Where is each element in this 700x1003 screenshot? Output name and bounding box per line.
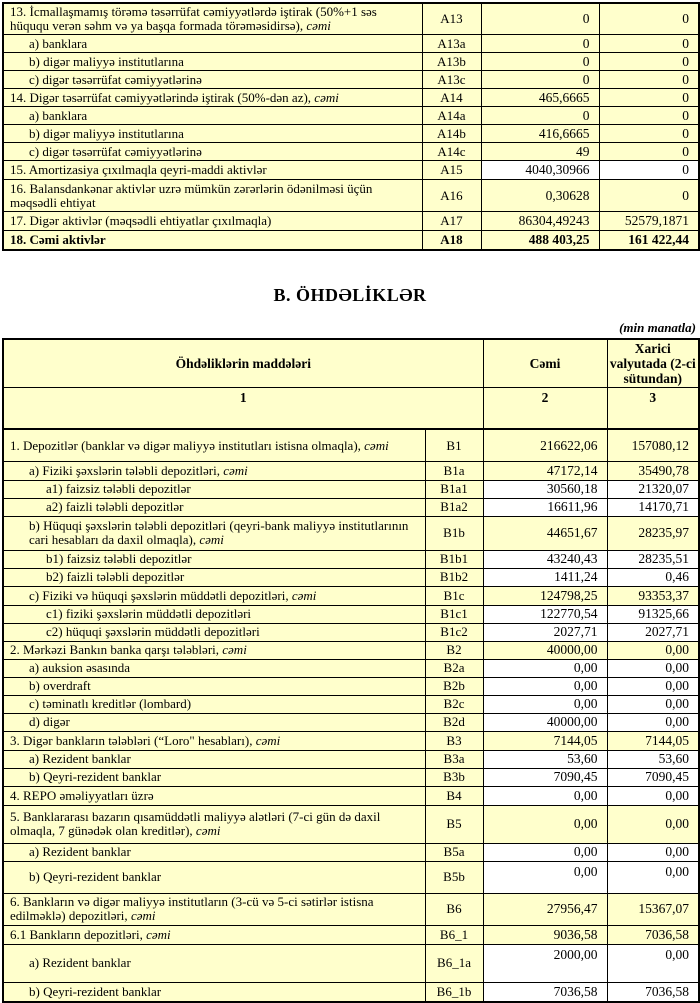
row-label bbox=[3, 925, 425, 944]
row-label-text: a) Rezident banklar bbox=[29, 844, 131, 860]
table-row bbox=[3, 180, 699, 212]
table-row bbox=[3, 143, 699, 161]
table-row bbox=[3, 677, 699, 695]
table-row bbox=[3, 605, 699, 623]
row-value-total: 465,6665 bbox=[481, 89, 599, 107]
row-label-text: 13. İcmallaşmamış törəmə təsərrüfat cəmiyyətlərdə iştirak (50%+1 səs hüququ verən səhm və ya başqa formada törəməsidirsə), bbox=[10, 4, 377, 34]
row-value-foreign: 7090,45 bbox=[607, 768, 699, 786]
column-number-3: 3 bbox=[607, 387, 699, 429]
row-label-text: 6. Bankların və digər maliyyə institutların (3-cü və 5-ci sətirlər istisna edilməklə) depozitləri, bbox=[10, 894, 374, 924]
row-label-text: c) təminatlı kreditlər (lombard) bbox=[29, 696, 192, 712]
row-label-text: 5. Banklararası bazarın qısamüddətli maliyyə alətləri (7-ci gün də daxil olmaqla, 7 günədək olan kreditlər), bbox=[10, 809, 381, 839]
row-code: B3b bbox=[425, 768, 483, 786]
row-value-foreign: 0,00 bbox=[607, 944, 699, 982]
row-label-text: 16. Balansdankənar aktivlər uzrə mümkün zərərlərin ödənilməsi üçün məqsədli ehtiyat bbox=[10, 180, 373, 210]
row-label bbox=[3, 893, 425, 925]
row-label bbox=[3, 180, 422, 212]
row-code: B1c2 bbox=[425, 623, 483, 641]
row-label-suffix: cəmi bbox=[195, 823, 221, 839]
row-value-total: 0,00 bbox=[483, 861, 607, 893]
row-value-foreign: 15367,07 bbox=[607, 893, 699, 925]
row-label bbox=[3, 623, 425, 641]
row-value-foreign: 91325,66 bbox=[607, 605, 699, 623]
row-code: A14c bbox=[422, 143, 481, 161]
row-value-total: 4040,30966 bbox=[481, 161, 599, 180]
row-label bbox=[3, 713, 425, 731]
row-value-foreign: 0 bbox=[599, 89, 699, 107]
row-code: B6_1 bbox=[425, 925, 483, 944]
table-row bbox=[3, 231, 699, 250]
row-code: A13c bbox=[422, 71, 481, 89]
row-value-total: 0,00 bbox=[483, 677, 607, 695]
row-value-total: 0 bbox=[481, 3, 599, 35]
row-code: B1c1 bbox=[425, 605, 483, 623]
row-label-text: d) digər bbox=[29, 714, 70, 730]
table-row bbox=[3, 550, 699, 568]
row-value-total: 7144,05 bbox=[483, 731, 607, 750]
row-value-total: 0 bbox=[481, 35, 599, 53]
table-row bbox=[3, 786, 699, 805]
table-row bbox=[3, 461, 699, 480]
row-label bbox=[3, 750, 425, 768]
row-label bbox=[3, 429, 425, 461]
row-label bbox=[3, 605, 425, 623]
row-label bbox=[3, 568, 425, 586]
row-value-total: 7090,45 bbox=[483, 768, 607, 786]
row-value-foreign: 0 bbox=[599, 53, 699, 71]
table-row bbox=[3, 89, 699, 107]
row-label-text: 17. Digər aktivlər (məqsədli ehtiyatlar çıxılmaqla) bbox=[10, 213, 272, 229]
section-b-title: B. ÖHDƏLİKLƏR bbox=[273, 284, 427, 305]
row-code: A14a bbox=[422, 107, 481, 125]
table-row bbox=[3, 107, 699, 125]
row-value-total: 27956,47 bbox=[483, 893, 607, 925]
row-value-foreign: 52579,1871 bbox=[599, 212, 699, 231]
row-value-foreign: 53,60 bbox=[607, 750, 699, 768]
row-value-foreign: 0 bbox=[599, 35, 699, 53]
row-value-total: 30560,18 bbox=[483, 480, 607, 498]
row-value-foreign: 0,00 bbox=[607, 677, 699, 695]
row-label-text: c) digər təsərrüfat cəmiyyətlərinə bbox=[29, 71, 202, 87]
row-value-foreign: 14170,71 bbox=[607, 498, 699, 516]
row-code: B1 bbox=[425, 429, 483, 461]
row-value-total: 40000,00 bbox=[483, 713, 607, 731]
row-label-suffix: cəmi bbox=[199, 532, 224, 548]
row-value-foreign: 0,00 bbox=[607, 843, 699, 861]
row-value-foreign: 0,00 bbox=[607, 641, 699, 659]
row-code: A13a bbox=[422, 35, 481, 53]
table-row bbox=[3, 3, 699, 35]
row-value-total: 49 bbox=[481, 143, 599, 161]
row-label-suffix: cəmi bbox=[364, 437, 389, 453]
row-label bbox=[3, 35, 422, 53]
row-value-total: 2000,00 bbox=[483, 944, 607, 982]
row-label bbox=[3, 125, 422, 143]
row-label-text: b) digər maliyyə institutlarına bbox=[29, 53, 184, 69]
row-value-total: 2027,71 bbox=[483, 623, 607, 641]
column-number-2: 2 bbox=[483, 387, 607, 429]
row-label-text: 4. REPO əməliyyatları üzrə bbox=[10, 787, 154, 803]
row-value-foreign: 157080,12 bbox=[607, 429, 699, 461]
table-row bbox=[3, 982, 699, 1002]
row-label-text: b1) faizsiz tələbli depozitlər bbox=[46, 551, 192, 567]
row-value-foreign: 0 bbox=[599, 161, 699, 180]
row-value-total: 1411,24 bbox=[483, 568, 607, 586]
row-code: B1a1 bbox=[425, 480, 483, 498]
header-total-column: Cəmi bbox=[483, 339, 607, 388]
row-code: A13b bbox=[422, 53, 481, 71]
row-label-text: 15. Amortizasiya çıxılmaqla qeyri-maddi aktivlər bbox=[10, 162, 267, 178]
table-row bbox=[3, 861, 699, 893]
table-row bbox=[3, 212, 699, 231]
row-label bbox=[3, 944, 425, 982]
row-value-total: 16611,96 bbox=[483, 498, 607, 516]
row-value-foreign: 2027,71 bbox=[607, 623, 699, 641]
row-label bbox=[3, 3, 422, 35]
table-row bbox=[3, 731, 699, 750]
table-row bbox=[3, 125, 699, 143]
row-label bbox=[3, 498, 425, 516]
row-label-text: b) Qeyri-rezident banklar bbox=[29, 869, 162, 885]
row-label-suffix: cəmi bbox=[130, 908, 156, 924]
row-label bbox=[3, 677, 425, 695]
row-label bbox=[3, 231, 422, 250]
row-value-total: 122770,54 bbox=[483, 605, 607, 623]
table-row bbox=[3, 713, 699, 731]
row-label-suffix: cəmi bbox=[223, 462, 248, 478]
row-label bbox=[3, 550, 425, 568]
row-value-total: 216622,06 bbox=[483, 429, 607, 461]
table-row bbox=[3, 768, 699, 786]
table-row bbox=[3, 750, 699, 768]
row-label-text: b2) faizli tələbli depozitlər bbox=[46, 569, 185, 585]
row-code: B3 bbox=[425, 731, 483, 750]
row-value-foreign: 0,00 bbox=[607, 805, 699, 843]
row-value-total: 86304,49243 bbox=[481, 212, 599, 231]
row-value-foreign: 7144,05 bbox=[607, 731, 699, 750]
row-code: B4 bbox=[425, 786, 483, 805]
row-code: B2 bbox=[425, 641, 483, 659]
row-label-text: c2) hüquqi şəxslərin müddətli depozitləri bbox=[46, 624, 260, 640]
row-label-text: b) Qeyri-rezident banklar bbox=[29, 769, 162, 785]
row-label-suffix: cəmi bbox=[146, 926, 171, 942]
row-label bbox=[3, 659, 425, 677]
table-row bbox=[3, 586, 699, 605]
row-label bbox=[3, 786, 425, 805]
table-row bbox=[3, 429, 699, 461]
row-label-text: c) digər təsərrüfat cəmiyyətlərinə bbox=[29, 143, 202, 159]
table-row bbox=[3, 161, 699, 180]
row-value-foreign: 93353,37 bbox=[607, 586, 699, 605]
row-code: B5 bbox=[425, 805, 483, 843]
row-code: A17 bbox=[422, 212, 481, 231]
row-label bbox=[3, 161, 422, 180]
row-label bbox=[3, 768, 425, 786]
row-code: A13 bbox=[422, 3, 481, 35]
row-label bbox=[3, 695, 425, 713]
row-value-total: 0,00 bbox=[483, 786, 607, 805]
row-value-foreign: 0 bbox=[599, 71, 699, 89]
row-value-total: 7036,58 bbox=[483, 982, 607, 1002]
row-code: B1b bbox=[425, 516, 483, 550]
row-label-text: a) banklara bbox=[29, 35, 88, 51]
row-value-foreign: 7036,58 bbox=[607, 982, 699, 1002]
row-value-foreign: 0,00 bbox=[607, 659, 699, 677]
row-code: B1c bbox=[425, 586, 483, 605]
row-code: A14 bbox=[422, 89, 481, 107]
row-label-suffix: cəmi bbox=[291, 587, 317, 603]
row-label-suffix: cəmi bbox=[255, 732, 281, 748]
row-label bbox=[3, 843, 425, 861]
row-label bbox=[3, 641, 425, 659]
row-value-total: 124798,25 bbox=[483, 586, 607, 605]
row-code: A18 bbox=[422, 231, 481, 250]
row-value-total: 0 bbox=[481, 71, 599, 89]
row-label-suffix: cəmi bbox=[314, 89, 339, 105]
row-value-total: 47172,14 bbox=[483, 461, 607, 480]
row-value-foreign: 0 bbox=[599, 125, 699, 143]
table-row bbox=[3, 623, 699, 641]
row-value-foreign: 21320,07 bbox=[607, 480, 699, 498]
row-value-total: 0,00 bbox=[483, 695, 607, 713]
row-label bbox=[3, 89, 422, 107]
column-numbers-row bbox=[3, 387, 699, 429]
row-label-text: b) Qeyri-rezident banklar bbox=[29, 984, 162, 1000]
row-label-text: a) Fiziki şəxslərin tələbli depozitləri, bbox=[29, 462, 224, 478]
row-value-foreign: 28235,51 bbox=[607, 550, 699, 568]
row-label-text: 1. Depozitlər (banklar və digər maliyyə institutları istisna olmaqla), bbox=[10, 437, 365, 453]
row-label-text: 2. Mərkəzi Bankın banka qarşı tələbləri, bbox=[10, 642, 223, 658]
row-code: A14b bbox=[422, 125, 481, 143]
row-value-total: 0,00 bbox=[483, 843, 607, 861]
row-label-text: b) Hüquqi şəxslərin tələbli depozitləri (qeyri-bank maliyyə institutlarının cari hesabları da daxil olmaqla), bbox=[29, 518, 409, 548]
liabilities-header-row bbox=[3, 339, 699, 388]
row-label-suffix: cəmi bbox=[222, 642, 247, 658]
table-row bbox=[3, 568, 699, 586]
row-code: B1a2 bbox=[425, 498, 483, 516]
row-value-foreign: 0 bbox=[599, 143, 699, 161]
row-label-text: a) Rezident banklar bbox=[29, 751, 131, 767]
row-code: A16 bbox=[422, 180, 481, 212]
row-label bbox=[3, 212, 422, 231]
row-label-text: 6.1 Bankların depozitləri, bbox=[10, 926, 147, 942]
table-row bbox=[3, 893, 699, 925]
row-code: B5b bbox=[425, 861, 483, 893]
row-label-text: b) overdraft bbox=[29, 678, 91, 694]
row-value-foreign: 35490,78 bbox=[607, 461, 699, 480]
row-code: B2c bbox=[425, 695, 483, 713]
row-value-foreign: 0 bbox=[599, 107, 699, 125]
table-row bbox=[3, 925, 699, 944]
row-code: B1a bbox=[425, 461, 483, 480]
row-value-total: 44651,67 bbox=[483, 516, 607, 550]
row-value-foreign: 161 422,44 bbox=[599, 231, 699, 250]
row-label-text: a) Rezident banklar bbox=[29, 955, 131, 971]
row-label bbox=[3, 461, 425, 480]
row-value-foreign: 0 bbox=[599, 3, 699, 35]
row-value-total: 0,00 bbox=[483, 805, 607, 843]
row-label bbox=[3, 982, 425, 1002]
row-label-text: c) Fiziki və hüquqi şəxslərin müddətli depozitləri, bbox=[29, 587, 292, 603]
table-row bbox=[3, 843, 699, 861]
row-value-total: 0 bbox=[481, 53, 599, 71]
row-label-text: 3. Digər bankların tələbləri (“Loro" hesabları), bbox=[10, 732, 256, 748]
row-code: B2a bbox=[425, 659, 483, 677]
row-label bbox=[3, 805, 425, 843]
row-label-text: 14. Digər təsərrüfat cəmiyyətlərində iştirak (50%-dən az), bbox=[10, 89, 315, 105]
row-code: B3a bbox=[425, 750, 483, 768]
table-row bbox=[3, 659, 699, 677]
table-row bbox=[3, 480, 699, 498]
table-row bbox=[3, 805, 699, 843]
row-code: B5a bbox=[425, 843, 483, 861]
row-code: B1b2 bbox=[425, 568, 483, 586]
row-label bbox=[3, 516, 425, 550]
row-label-text: a1) faizsiz tələbli depozitlər bbox=[46, 481, 191, 497]
row-value-foreign: 0 bbox=[599, 180, 699, 212]
table-row bbox=[3, 944, 699, 982]
row-label-text: 18. Cəmi aktivlər bbox=[10, 231, 106, 247]
table-row bbox=[3, 516, 699, 550]
unit-note: (min manatla) bbox=[619, 319, 696, 335]
assets-table bbox=[2, 2, 700, 251]
table-row bbox=[3, 498, 699, 516]
row-label bbox=[3, 731, 425, 750]
table-row bbox=[3, 35, 699, 53]
row-label bbox=[3, 861, 425, 893]
row-code: A15 bbox=[422, 161, 481, 180]
table-row bbox=[3, 53, 699, 71]
row-label-text: b) digər maliyyə institutlarına bbox=[29, 125, 184, 141]
header-items-column: Öhdəliklərin maddələri bbox=[3, 339, 483, 388]
row-value-total: 43240,43 bbox=[483, 550, 607, 568]
row-label-text: a) banklara bbox=[29, 107, 88, 123]
row-code: B1b1 bbox=[425, 550, 483, 568]
row-code: B6_1a bbox=[425, 944, 483, 982]
row-value-foreign: 0,00 bbox=[607, 713, 699, 731]
row-label bbox=[3, 143, 422, 161]
row-label-suffix: cəmi bbox=[306, 18, 331, 34]
row-value-foreign: 0,00 bbox=[607, 695, 699, 713]
table-row bbox=[3, 641, 699, 659]
row-value-foreign: 0,46 bbox=[607, 568, 699, 586]
row-value-total: 0,00 bbox=[483, 659, 607, 677]
table-row bbox=[3, 695, 699, 713]
row-label bbox=[3, 107, 422, 125]
row-value-total: 9036,58 bbox=[483, 925, 607, 944]
row-value-total: 40000,00 bbox=[483, 641, 607, 659]
row-value-total: 0 bbox=[481, 107, 599, 125]
liabilities-table bbox=[2, 338, 700, 1003]
row-label bbox=[3, 586, 425, 605]
header-foreign-column: Xarici valyutada (2-ci sütundan) bbox=[607, 339, 699, 388]
row-value-total: 488 403,25 bbox=[481, 231, 599, 250]
column-number-1: 1 bbox=[3, 387, 483, 429]
row-value-total: 0,30628 bbox=[481, 180, 599, 212]
row-label bbox=[3, 71, 422, 89]
row-value-foreign: 0,00 bbox=[607, 786, 699, 805]
row-code: B2d bbox=[425, 713, 483, 731]
row-code: B6 bbox=[425, 893, 483, 925]
row-value-total: 416,6665 bbox=[481, 125, 599, 143]
row-code: B6_1b bbox=[425, 982, 483, 1002]
row-value-total: 53,60 bbox=[483, 750, 607, 768]
row-label bbox=[3, 480, 425, 498]
row-label bbox=[3, 53, 422, 71]
row-label-text: a) auksion əsasında bbox=[29, 660, 131, 676]
row-code: B2b bbox=[425, 677, 483, 695]
row-label-text: a2) faizli tələbli depozitlər bbox=[46, 499, 184, 515]
row-value-foreign: 28235,97 bbox=[607, 516, 699, 550]
row-value-foreign: 0,00 bbox=[607, 861, 699, 893]
row-value-foreign: 7036,58 bbox=[607, 925, 699, 944]
table-row bbox=[3, 71, 699, 89]
row-label-text: c1) fiziki şəxslərin müddətli depozitləri bbox=[46, 606, 252, 622]
